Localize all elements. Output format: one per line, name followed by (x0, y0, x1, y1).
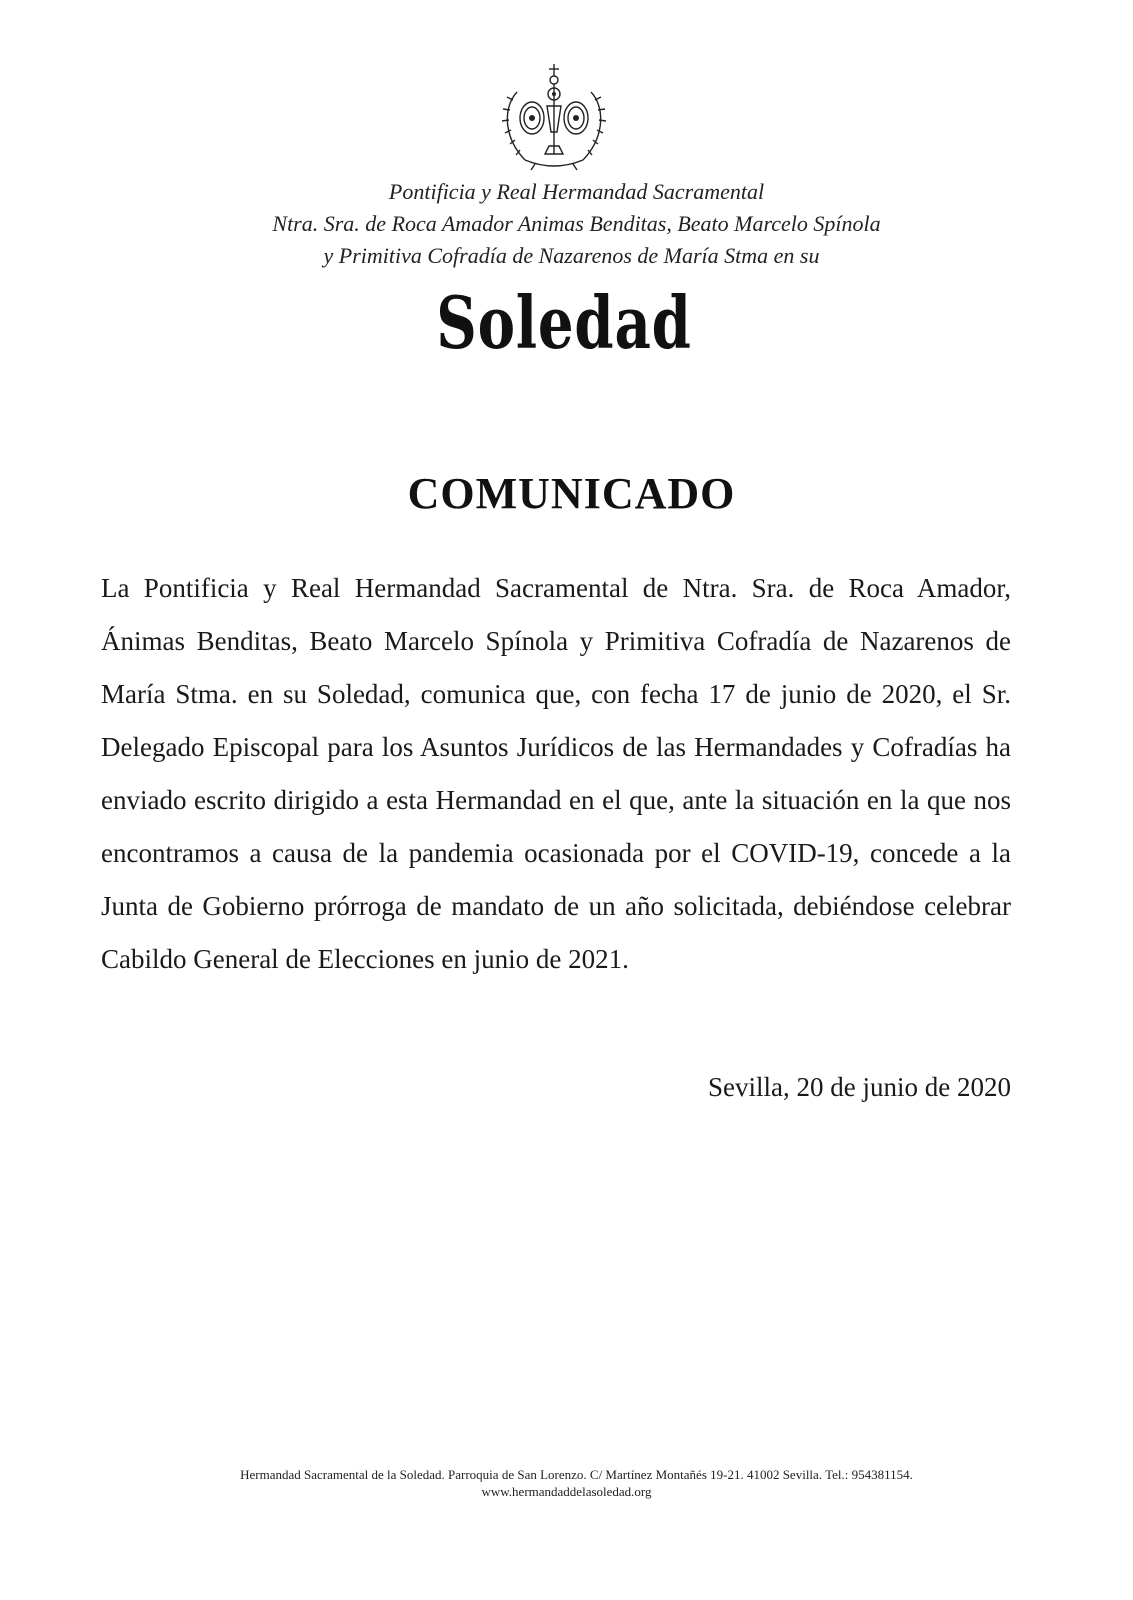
soledad-wordmark: Soledad (436, 280, 692, 365)
place-and-date: Sevilla, 20 de junio de 2020 (708, 1072, 1011, 1102)
footer-website: www.hermandaddelasoledad.org (481, 1484, 652, 1499)
organization-heading (0, 176, 1133, 272)
document-title: COMUNICADO (407, 469, 736, 518)
footer-address: Hermandad Sacramental de la Soledad. Parroquia de San Lorenzo. C/ Martínez Montañés 19-21. 41002 Sevilla. Tel.: 954381154. (240, 1467, 913, 1482)
coat-of-arms-icon (495, 62, 613, 174)
org-line-3: y Primitiva Cofradía de Nazarenos de María Stma en su (323, 243, 820, 268)
org-line-2: Ntra. Sra. de Roca Amador Animas Benditas, Beato Marcelo Spínola (272, 211, 881, 236)
document-body: La Pontificia y Real Hermandad Sacramental de Ntra. Sra. de Roca Amador, Ánimas Benditas, Beato Marcelo Spínola y Primitiva Cofradía de Nazarenos de María Stma. en su Soledad, comunica que, con fecha 17 de junio de 2020, el Sr. Delegado Episcopal para los Asuntos Jurídicos de las Hermandades y Cofradías ha enviado escrito dirigido a esta Hermandad en el que, ante la situación en la que nos encontramos a causa de la pandemia ocasionada por el COVID-19, concede a la Junta de Gobierno prórroga de mandato de un año solicitada, debiéndose celebrar Cabildo General de Elecciones en junio de 2021. (101, 573, 1011, 974)
org-line-1: Pontificia y Real Hermandad Sacramental (388, 179, 765, 204)
page-footer (0, 1466, 1133, 1500)
